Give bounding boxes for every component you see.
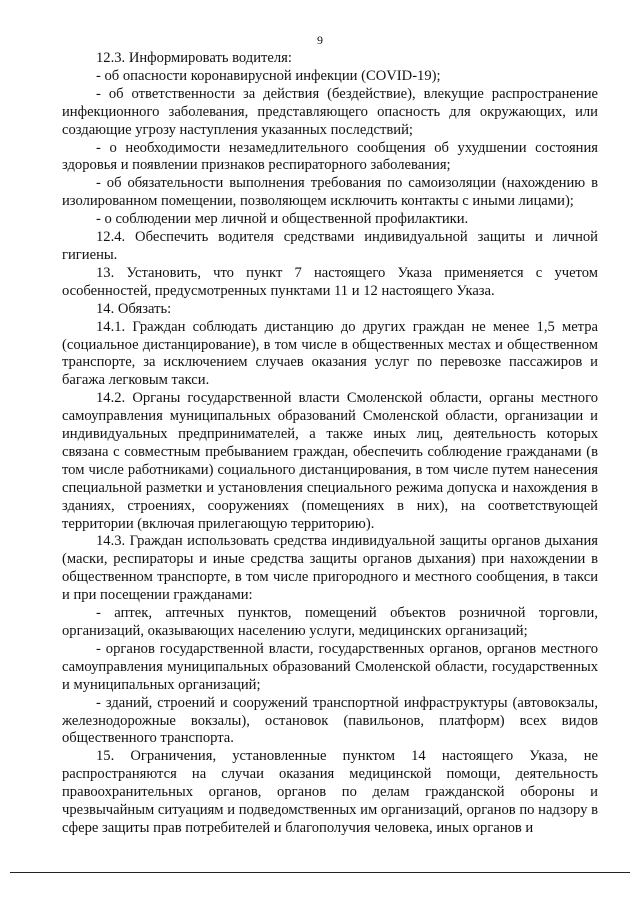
page-number: 9 [317,33,323,47]
list-item: - об опасности коронавирусной инфекции (COVID-19); [96,67,441,84]
paragraph-14-3: 14.3. Граждан использовать средства индивидуальной защиты органов дыхания (маски, респираторы и иные средства защиты органов дыхания) при нахождении в общественном транспорте, в том числе пригородного и местного сообщения, в такси и при посещении гражданами: [62,533,598,604]
paragraph-13: 13. Установить, что пункт 7 настоящего Указа применяется с учетом особенностей, предусмотренных пунктами 11 и 12 настоящего Указа. [62,264,598,299]
list-item: - органов государственной власти, государственных органов, органов местного самоуправления муниципальных образований Смоленской области, государственных и муниципальных организаций; [62,640,598,693]
list-item: - об обязательности выполнения требования по самоизоляции (нахождению в изолированном помещении, позволяющем исключить контакты с иными лицами); [62,175,598,210]
paragraph-14-2: 14.2. Органы государственной власти Смоленской области, органы местного самоуправления муниципальных образований Смоленской области, организации и индивидуальных предпринимателей, а также иных лиц, деятельность которых связана с совместным пребыванием граждан, обеспечить соблюдение гражданами (в том числе работниками) социального дистанцирования, в том числе путем нанесения специальной разметки и установления специального режима допуска и нахождения в зданиях, строениях, сооружениях (помещениях в них), на соответствующей территории (включая прилегающую территорию). [62,390,598,532]
list-item: - о необходимости незамедлительного сообщения об ухудшении состояния здоровья и появлении признаков респираторного заболевания; [62,139,598,174]
paragraph-15: 15. Ограничения, установленные пунктом 14 настоящего Указа, не распространяются на случаи оказания медицинской помощи, деятельность правоохранительных органов, органов по делам гражданской обороны и чрезвычайным ситуациям и подведомственных им организаций, органов по надзору в сфере защиты прав потребителей и благополучия человека, иных органов и [62,748,598,836]
paragraph-14: 14. Обязать: [96,300,172,317]
list-item: - аптек, аптечных пунктов, помещений объектов розничной торговли, организаций, оказывающих населению услуги, медицинских организаций; [62,605,598,639]
paragraph-12-3: 12.3. Информировать водителя: [96,50,292,66]
bottom-divider [10,872,630,873]
paragraph-12-4: 12.4. Обеспечить водителя средствами индивидуальной защиты и личной гигиены. [62,229,598,263]
paragraph-14-1: 14.1. Граждан соблюдать дистанцию до других граждан не менее 1,5 метра (социальное дистанцирование), в том числе в общественных местах и общественном транспорте, за исключением случаев оказания услуг по перевозке пассажиров и багажа легковым такси. [62,318,598,389]
list-item: - об ответственности за действия (бездействие), влекущие распространение инфекционного заболевания, представляющего опасность для окружающих, или создающие угрозу наступления указанных последствий; [62,85,598,138]
list-item: - зданий, строений и сооружений транспортной инфраструктуры (автовокзалы, железнодорожные вокзалы), остановок (павильонов, платформ) всех видов общественного транспорта. [62,694,598,747]
list-item: - о соблюдении мер личной и общественной профилактики. [96,211,469,228]
document-body [62,50,598,838]
